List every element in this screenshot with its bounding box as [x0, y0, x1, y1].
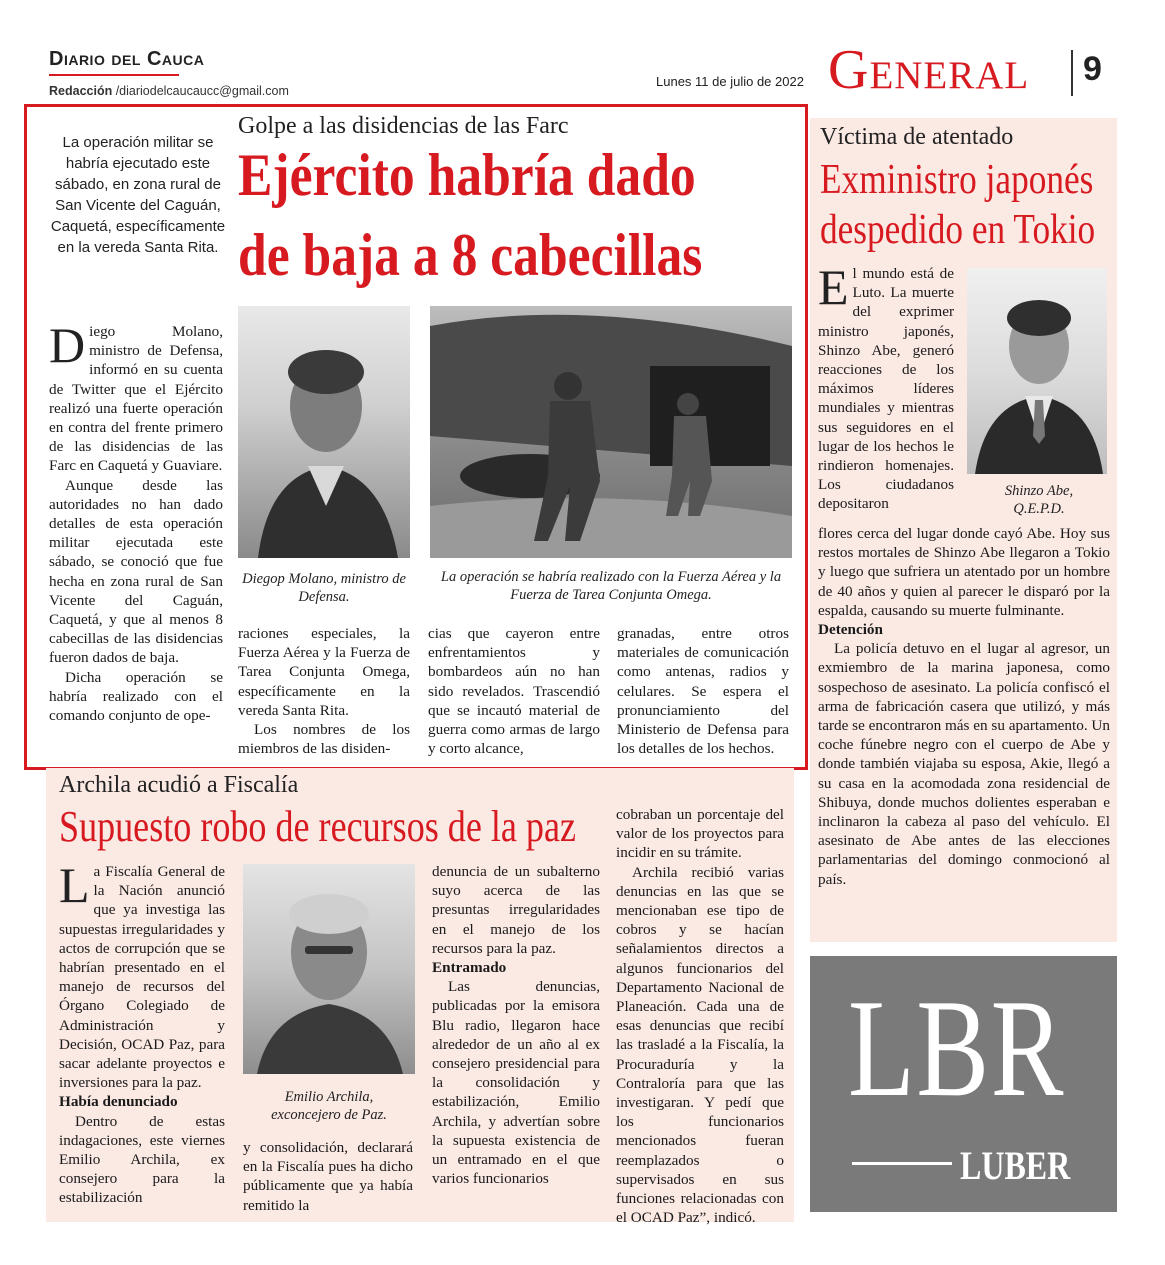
archila-col1-subhead: Había denunciado	[59, 1093, 178, 1111]
page-number: 9	[1083, 50, 1102, 88]
japan-p2: La policía detuvo en el lugar al agresor, un exmiembro de la marina japonesa, como sospechoso de asesinato. La policía confiscó el arma de fabricación casera que utilizó, y más tarde se encontraron más en su apartamento. Un coche fúnebre negro con el cuerpo de Abe y donde también viajaba su esposa, Akie, llegó a su casa en la acomodada zona residencial de Shibuya, donde muchos dolientes esperaban e inclinaron la cabeza al paso del vehículo. El asesinato de Abe antes de las elecciones parlamentarias del domingo conmocionó al país.	[818, 640, 1110, 888]
archila-col4-p1: cobraban un porcentaje del valor de los proyectos para incidir en su trámite.	[616, 806, 784, 862]
main-col1-p2: Aunque desde las autoridades no han dado detalles de esta operación militar ejecutada este sábado, se conoció que fue hecha en zona rural de San Vicente del Caguán, Caquetá, y que al menos 8 cabecillas de las disidencias fueron dados de baja.	[49, 476, 223, 667]
archila-col1-p1: a Fiscalía General de la Nación anunció que ya investiga las supuestas irregularidades y actos de corrupción que se habrían presentado en el manejo de recursos del Órgano Colegiado de Administración y Decisión, OCAD Paz, para sacar adelante proyectos e inversiones para la paz.	[59, 863, 225, 1092]
masthead-rule	[49, 74, 179, 76]
abe-photo	[967, 268, 1107, 474]
main-col4-p1: granadas, entre otros materiales de comunicación como antenas, radios y celulares. Se espera el pronunciamiento del Ministerio de Defensa para los detalles de los hechos.	[617, 625, 789, 758]
redaccion-line	[49, 84, 289, 98]
main-dropcap: D	[49, 317, 86, 373]
japan-p1-wide: flores cerca del lugar donde cayó Abe. Hoy sus restos mortales de Shinzo Abe llegaron a Tokio y luego que sufriera un atentado por un hombre de 40 años y quien al parecer le disparó por la espalda, causando su muerte fulminante.	[818, 525, 1110, 619]
archila-caption-line1: Emilio Archila,	[284, 1089, 374, 1105]
molano-photo	[238, 306, 410, 558]
main-headline-line2: de baja a 8 cabecillas	[238, 222, 703, 288]
archila-col2	[243, 1138, 413, 1215]
molano-caption: Diegop Molano, ministro de Defensa.	[242, 571, 406, 605]
redaccion-label: Redacción	[49, 84, 113, 98]
main-col2-p2: Los nombres de los miembros de las disiden-	[238, 721, 410, 758]
lbr-logo: LBR	[848, 971, 1066, 1126]
lbr-rule	[852, 1162, 952, 1165]
archila-col3-subhead: Entramado	[432, 959, 507, 977]
japan-subhead: Detención	[818, 621, 883, 639]
operation-caption: La operación se habría realizado con la Fuerza Aérea y la Fuerza de Tarea Conjunta Omega.	[440, 569, 782, 603]
archila-col4	[616, 805, 784, 1227]
japan-dropcap: E	[818, 259, 849, 315]
abe-caption-line2: Q.E.P.D.	[1013, 501, 1065, 517]
archila-col4-p2: Archila recibió varias denuncias en las que se mencionaban ese tipo de cobros y se hacían señalamientos directos a algunos funcionarios del Departamento Nacional de Planeación. Cada una de esas denuncias que recibí las trasladé a la Fiscalía, la Procuraduría y la Contraloría para que las investigaran. Y pedí que los funcionarios mencionados fueran reemplazados o supervisados en sus funciones relacionadas con el OCAD Paz”, indicó.	[616, 863, 784, 1227]
section-title: General	[828, 39, 1030, 101]
archila-kicker: Archila acudió a Fiscalía	[59, 772, 299, 798]
archila-caption	[243, 1088, 415, 1124]
abe-portrait-illustration	[967, 268, 1107, 474]
abe-caption-line1: Shinzo Abe,	[1004, 483, 1074, 499]
section-divider	[1071, 50, 1073, 96]
archila-col1	[59, 857, 225, 1208]
main-col1	[49, 317, 223, 725]
archila-col3-p2: Las denuncias, publicadas por la emisora Blu radio, llegaron hace alrededor de un año al ex consejero presidencial para la consolidación y estabilización, Emilio Archila, y advertían sobre la supuesta existencia de un entramado en el que varios funcionarios	[432, 978, 600, 1188]
helicopter-soldiers-illustration	[430, 306, 792, 558]
main-col1-p1: iego Molano, ministro de Defensa, informó en su cuenta de Twitter que el Ejército realizó una fuerte operación en contra del frente primero de las disidencias de las Farc en Caquetá y Guaviare.	[49, 323, 223, 475]
main-col3	[428, 624, 600, 758]
lbr-tagline: LUBER	[960, 1143, 1071, 1188]
operation-photo	[430, 306, 792, 558]
main-col2	[238, 624, 410, 758]
archila-portrait-illustration	[243, 864, 415, 1074]
japan-headline-line2: despedido en Tokio	[820, 207, 1096, 253]
main-col3-p1: cias que cayeron entre enfrentamientos y bombardeos aún no han sido revelados. Trascendió que se incautó material de guerra como armas de largo y corto alcance,	[428, 625, 600, 758]
archila-col3	[432, 862, 600, 1188]
archila-col3-p1: denuncia de un subalterno suyo acerca de las presuntas irregularidades en el manejo de los recursos para la paz.	[432, 863, 600, 957]
paper-name: Diario del Cauca	[49, 48, 205, 70]
archila-col1-p2: Dentro de estas indagaciones, este viernes Emilio Archila, ex consejero para la estabilización	[59, 1112, 225, 1207]
main-headline-line1: Ejército habría dado	[238, 142, 696, 208]
main-col1-p3: Dicha operación se habría realizado con el comando conjunto de ope-	[49, 668, 223, 725]
main-kicker: Golpe a las disidencias de las Farc	[238, 113, 569, 139]
lbr-ad[interactable]	[810, 956, 1117, 1212]
archila-caption-line2: exconcejero de Paz.	[271, 1107, 387, 1123]
japan-col-wide	[818, 524, 1110, 889]
archila-headline: Supuesto robo de recursos de la paz	[59, 802, 576, 851]
email: /diariodelcaucaucc@gmail.com	[115, 84, 289, 98]
japan-p1-narrow: l mundo está de Luto. La muerte del exprimer ministro japonés, Shinzo Abe, generó reacciones de los máximos líderes mundiales y mientras sus seguidores en el lugar de los hechos le rindieron homenajes. Los ciudadanos depositaron	[818, 265, 954, 513]
archila-dropcap: L	[59, 857, 90, 913]
date: Lunes 11 de julio de 2022	[656, 74, 804, 89]
main-col2-p1: raciones especiales, la Fuerza Aérea y la Fuerza de Tarea Conjunta Omega, específicamente en la vereda Santa Rita.	[238, 625, 410, 719]
japan-kicker: Víctima de atentado	[820, 124, 1014, 150]
main-pullquote: La operación militar se habría ejecutado este sábado, en zona rural de San Vicente del Caguán, Caquetá, específicamente en la vereda Santa Rita.	[50, 134, 226, 256]
archila-photo	[243, 864, 415, 1074]
japan-headline-line1: Exministro japonés	[820, 157, 1094, 203]
molano-portrait-illustration	[238, 306, 410, 558]
abe-caption	[967, 482, 1111, 518]
main-col4	[617, 624, 789, 758]
japan-col-narrow	[818, 259, 954, 514]
archila-col2-p1: y consolidación, declarará en la Fiscalía pues ha dicho públicamente que ya había remitido la	[243, 1139, 413, 1214]
